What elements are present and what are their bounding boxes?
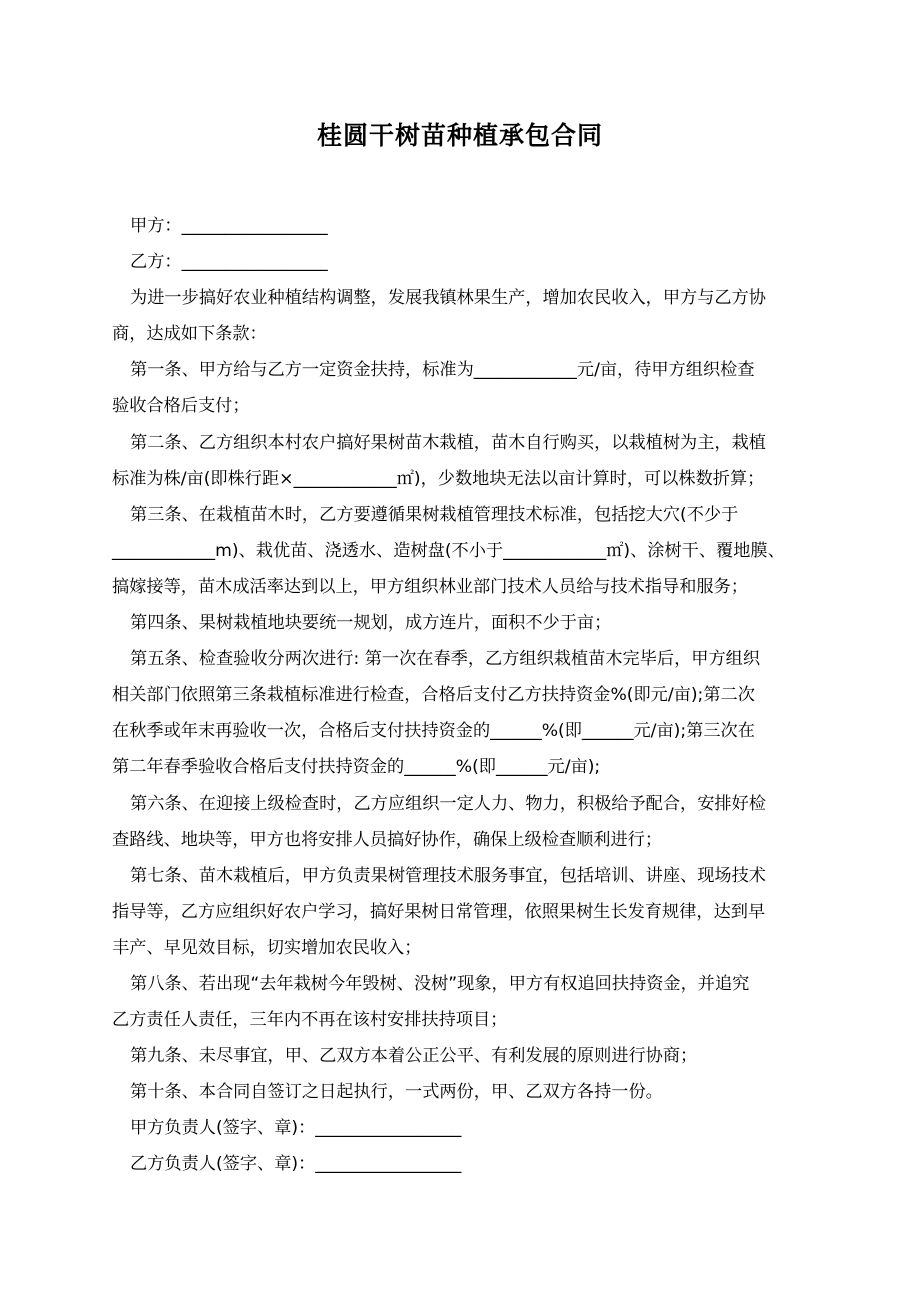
document-title: 桂圆干树苗种植承包合同 <box>316 121 603 150</box>
article-3-line-2: ____________m)、栽优苗、浇透水、造树盘(不小于____________㎡)、涂树干、覆地膜、 <box>112 540 785 561</box>
article-5-line-2: 相关部门依照第三条栽植标准进行检查，合格后支付乙方扶持资金%(即元/亩);第二次 <box>112 685 755 706</box>
article-9-line-1: 第九条、未尽事宜，甲、乙双方本着公正公平、有利发展的原则进行协商； <box>130 1046 698 1067</box>
article-3-line-3: 搞嫁接等，苗木成活率达到以上，甲方组织林业部门技术人员给与技术指导和服务； <box>112 576 748 597</box>
party-a-line: 甲方：_________________ <box>130 216 328 236</box>
article-7-line-2: 指导等，乙方应组织好农户学习，搞好果树日常管理，依照果树生长发育规律，达到早 <box>112 901 766 922</box>
article-3-line-1: 第三条、在栽植苗木时，乙方要遵循果树栽植管理技术标准，包括挖大穴(不少于 <box>130 504 739 525</box>
article-5-line-1: 第五条、检查验收分两次进行: 第一次在春季，乙方组织栽植苗木完毕后，甲方组织 <box>130 649 761 670</box>
article-8-line-2: 乙方责任人责任，三年内不再在该村安排扶持项目； <box>112 1010 508 1031</box>
article-2-line-2: 标准为株/亩(即株行距×____________㎡)，少数地块无法以亩计算时，可以株数折算； <box>112 468 765 489</box>
article-1-line-2: 验收合格后支付； <box>112 396 250 417</box>
party-b-signature-line: 乙方负责人(签字、章)：_________________ <box>130 1154 462 1175</box>
article-5-line-4: 第二年春季验收合格后支付扶持资金的______%(即______元/亩); <box>112 757 601 778</box>
article-2-line-1: 第二条、乙方组织本村农户搞好果树苗木栽植，苗木自行购买，以栽植树为主，栽植 <box>130 432 766 453</box>
article-4-line-1: 第四条、果树栽植地块要统一规划，成方连片，面积不少于亩； <box>130 613 612 634</box>
article-6-line-2: 查路线、地块等，甲方也将安排人员搞好协作，确保上级检查顺利进行； <box>112 829 663 850</box>
document-body <box>112 208 818 1183</box>
article-5-line-3: 在秋季或年末再验收一次，合格后支付扶持资金的______%(即______元/亩);第三次在 <box>112 721 755 742</box>
article-7-line-1: 第七条、苗木栽植后，甲方负责果树管理技术服务事宜，包括培训、讲座、现场技术 <box>130 865 766 886</box>
article-7-line-3: 丰产、早见效目标，切实增加农民收入； <box>112 937 422 958</box>
article-8-line-1: 第八条、若出现“去年栽树今年毁树、没树”现象，甲方有权追回扶持资金，并追究 <box>130 973 750 994</box>
party-b-line: 乙方：_________________ <box>130 252 328 273</box>
article-1-line-1: 第一条、甲方给与乙方一定资金扶持，标准为____________元/亩，待甲方组织检查 <box>130 360 755 381</box>
article-10-line-1: 第十条、本合同自签订之日起执行，一式两份，甲、乙双方各持一份。 <box>130 1082 663 1103</box>
party-a-signature-line: 甲方负责人(签字、章)：_________________ <box>130 1118 462 1139</box>
preamble-line-1: 为进一步搞好农业种植结构调整，发展我镇林果生产，增加农民收入，甲方与乙方协 <box>130 288 766 309</box>
article-6-line-1: 第六条、在迎接上级检查时，乙方应组织一定人力、物力，积极给予配合，安排好检 <box>130 793 766 814</box>
preamble-line-2: 商，达成如下条款： <box>112 324 267 345</box>
